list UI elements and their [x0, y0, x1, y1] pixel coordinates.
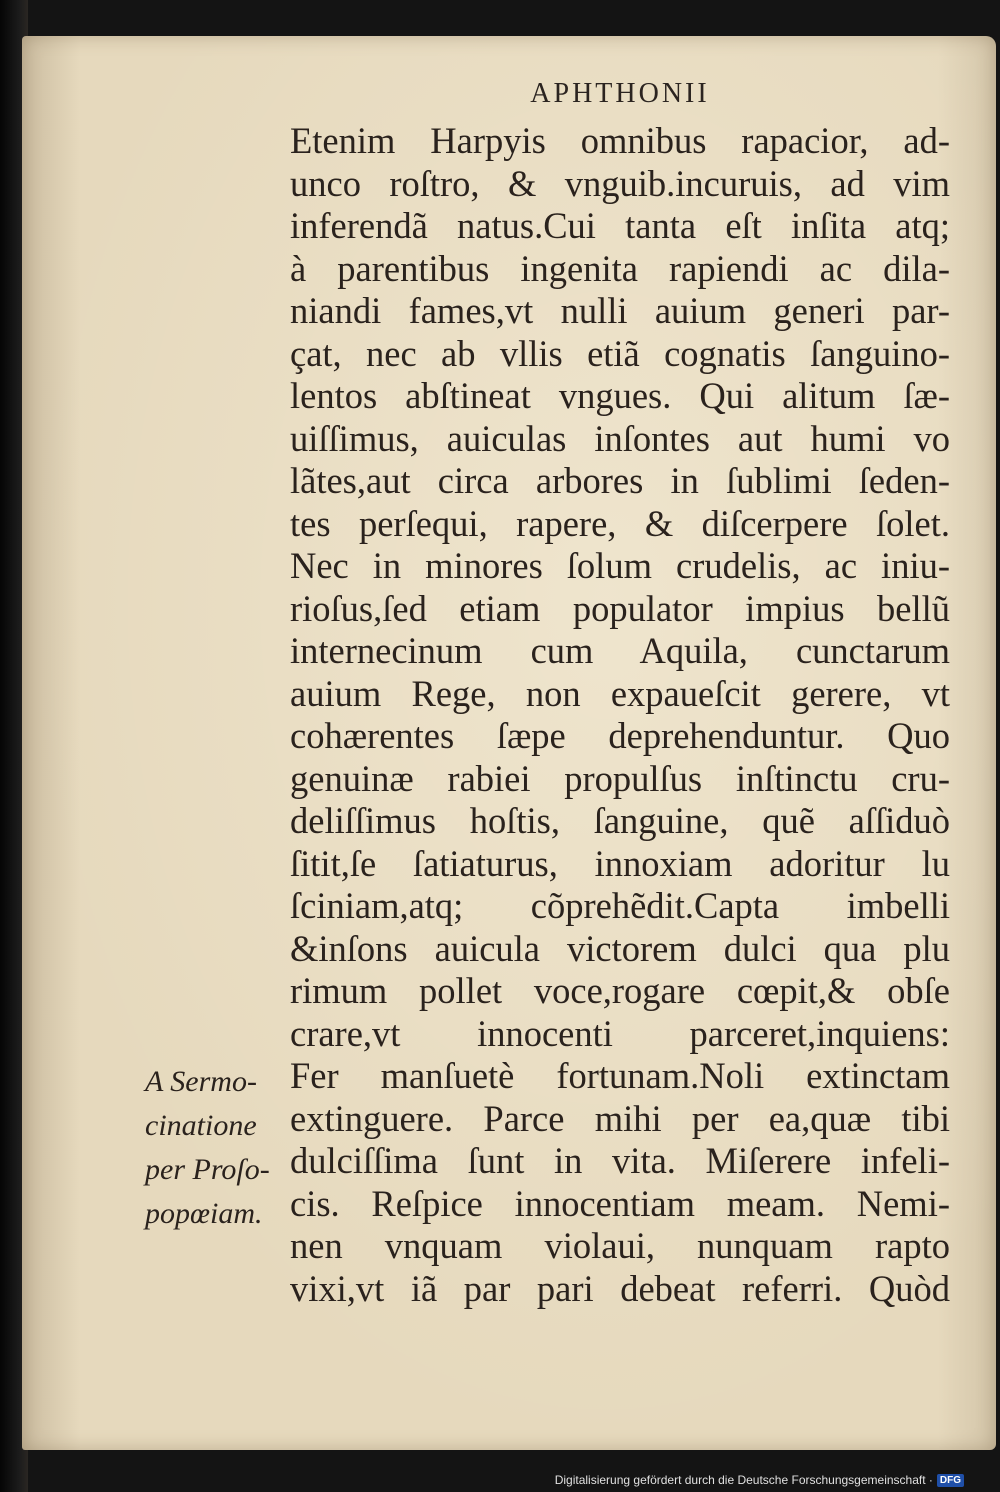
text-line: ſciniam,atq; cõprehẽdit.Capta imbelli [290, 885, 950, 926]
text-line: &inſons auicula victorem dulci qua plu [290, 927, 950, 969]
text-line: lãtes,aut circa arbores in ſublimi ſeden- [290, 460, 950, 501]
text-line: deliſſimus hoſtis, ſanguine, quẽ aſſiduò [290, 800, 950, 841]
text-line: Fer manſuetè fortunam.Noli extinctam [290, 1055, 950, 1096]
text-line: cis. Reſpice innocentiam meam. Nemi- [290, 1182, 950, 1224]
margin-note [145, 1060, 295, 1236]
text-line: nen vnquam violaui, nunquam rapto [290, 1225, 950, 1266]
text-line: ſitit,ſe ſatiaturus, innoxiam adoritur lu [290, 842, 950, 884]
footer-text: Digitalisierung gefördert durch die Deutsche Forschungsgemeinschaft · [554, 1473, 933, 1487]
text-line: dulciſſima ſunt in vita. Miſerere infeli- [290, 1140, 950, 1181]
text-line: auium Rege, non expaueſcit gerere, vt [290, 672, 950, 714]
text-line: cohærentes ſæpe deprehenduntur. Quo [290, 715, 950, 756]
margin-note-line: popœiam. [145, 1197, 263, 1230]
text-line: çat, nec ab vllis etiã cognatis ſanguino- [290, 332, 950, 374]
margin-note-line: cinatione [145, 1109, 257, 1142]
text-line: lentos abſtineat vngues. Qui alitum ſæ- [290, 375, 950, 416]
dfg-logo: DFG [937, 1474, 964, 1487]
text-line: rioſus,ſed etiam populator impius bellũ [290, 587, 950, 629]
text-line: à parentibus ingenita rapiendi ac dila- [290, 247, 950, 289]
body-text [290, 120, 950, 1310]
text-line: inferendã natus.Cui tanta eſt inſita atq; [290, 205, 950, 246]
text-line: genuinæ rabiei propulſus inſtinctu cru- [290, 757, 950, 799]
text-line: extinguere. Parce mihi per ea,quæ tibi [290, 1097, 950, 1139]
text-line: rimum pollet voce,rogare cœpit,& obſe [290, 970, 950, 1011]
text-line: uiſſimus, auiculas inſontes aut humi vo [290, 417, 950, 459]
text-line: crare,vt innocenti parceret,inquiens: [290, 1012, 950, 1054]
digitization-footer [555, 1473, 964, 1487]
text-line: Nec in minores ſolum crudelis, ac iniu- [290, 545, 950, 586]
running-head: APHTHONII [530, 78, 710, 109]
text-line: internecinum cum Aquila, cunctarum [290, 630, 950, 671]
margin-note-line: per Proſo- [145, 1153, 270, 1186]
text-line: tes perſequi, rapere, & diſcerpere ſolet. [290, 502, 950, 544]
margin-note-line: A Sermo- [145, 1065, 257, 1098]
text-line: niandi fames,vt nulli auium generi par- [290, 290, 950, 331]
text-line: vixi,vt iã par pari debeat referri. Quòd [290, 1267, 950, 1309]
text-line: Etenim Harpyis omnibus rapacior, ad- [290, 120, 950, 161]
text-line: unco roſtro, & vnguib.incuruis, ad vim [290, 162, 950, 204]
